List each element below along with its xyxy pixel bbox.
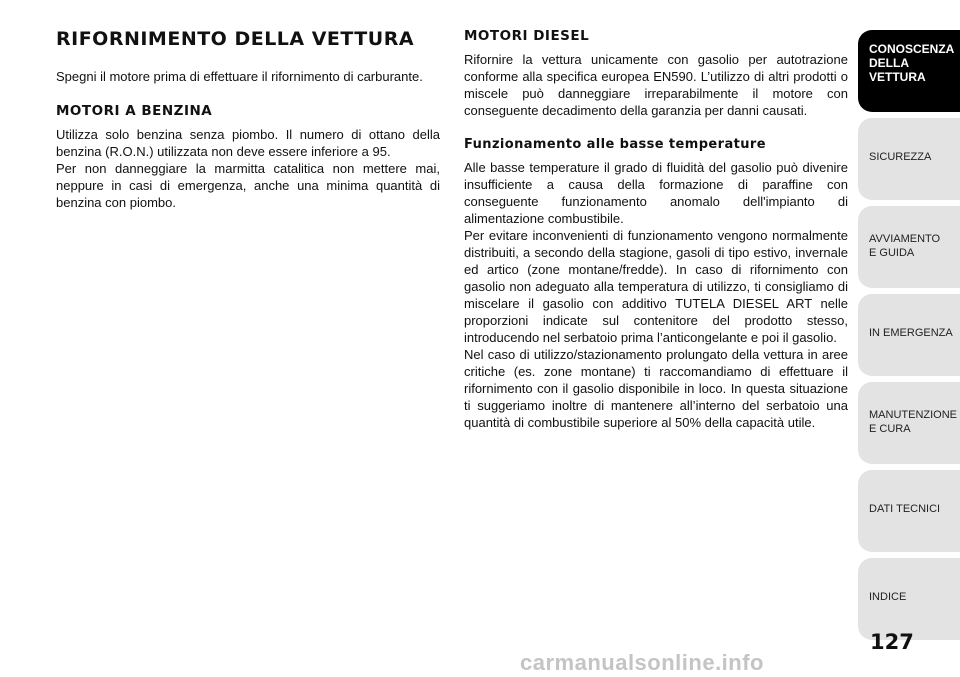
tab-conoscenza-della-vettura[interactable] xyxy=(858,30,960,112)
diesel-paragraph: Rifornire la vettura unicamente con gasolio per autotrazione conforme alla specifica europea EN590. L’utilizzo di altri prodotti o miscele può danneggiare irreparabilmente il motore con conseguente decadimento della garanzia per danni causati. xyxy=(464,52,848,118)
tab-in-emergenza[interactable] xyxy=(858,294,960,376)
tab-manutenzione-e-cura[interactable] xyxy=(858,382,960,464)
tab-label: AVVIAMENTO xyxy=(869,233,941,245)
tab-label: SICUREZZA xyxy=(869,151,932,163)
low-temp-paragraph-1: Alle basse temperature il grado di fluidità del gasolio può divenire insufficiente a causa della formazione di paraffine con conseguente funzionamento anomalo dell'impianto di alimentazione combustibile. xyxy=(464,160,848,226)
tab-label: E CURA xyxy=(869,423,911,435)
tab-sicurezza[interactable] xyxy=(858,118,960,200)
right-column xyxy=(464,22,848,449)
tab-avviamento-e-guida[interactable] xyxy=(858,206,960,288)
tab-label: DELLA xyxy=(869,56,909,70)
petrol-heading: MOTORI A BENZINA xyxy=(56,103,213,119)
low-temp-paragraph-2: Per evitare inconvenienti di funzionamento vengono normalmente distribuiti, a secondo della stagione, gasoli di tipo estivo, invernale ed artico (zone montane/fredde). In caso di rifornimento con gasolio non adeguato alla temperatura di utilizzo, ti consigliamo di miscelare il gasolio con additivo TUTELA DIESEL ART nelle proporzioni indicate sul contenitore del prodotto stesso, introducendo nel serbatoio prima l’anticongelante e poi il gasolio. xyxy=(464,228,848,345)
tab-label: CONOSCENZA xyxy=(869,42,955,56)
low-temp-paragraph-3: Nel caso di utilizzo/stazionamento prolungato della vettura in aree critiche (es. zone montane) ti raccomandiamo di effettuare il rifornimento con il gasolio disponibile in loco. In questa situazione ti suggeriamo inoltre di mantenere all’interno del serbatoio una quantità di combustibile superiore al 50% della capacità utile. xyxy=(464,347,848,430)
left-column xyxy=(56,22,440,229)
tab-dati-tecnici[interactable] xyxy=(858,470,960,552)
chapter-sidebar xyxy=(858,30,960,646)
petrol-paragraph-2: Per non danneggiare la marmitta catalitica non mettere mai, neppure in casi di emergenza, anche una minima quantità di benzina con piombo. xyxy=(56,161,440,210)
tab-label: DATI TECNICI xyxy=(869,503,941,515)
page-number: 127 xyxy=(870,630,914,654)
tab-label: MANUTENZIONE xyxy=(869,409,957,421)
tab-label: IN EMERGENZA xyxy=(869,327,953,339)
tab-label: VETTURA xyxy=(869,70,926,84)
page-title: RIFORNIMENTO DELLA VETTURA xyxy=(56,28,415,50)
low-temp-heading: Funzionamento alle basse temperature xyxy=(464,137,766,152)
tab-indice[interactable] xyxy=(858,558,960,640)
tab-label: E GUIDA xyxy=(869,247,915,259)
petrol-paragraph-1: Utilizza solo benzina senza piombo. Il numero di ottano della benzina (R.O.N.) utilizzata non deve essere inferiore a 95. xyxy=(56,127,440,159)
watermark: carmanualsonline.info xyxy=(520,650,764,675)
tab-label: INDICE xyxy=(869,591,907,603)
diesel-heading: MOTORI DIESEL xyxy=(464,28,590,44)
intro-paragraph: Spegni il motore prima di effettuare il rifornimento di carburante. xyxy=(56,69,423,84)
